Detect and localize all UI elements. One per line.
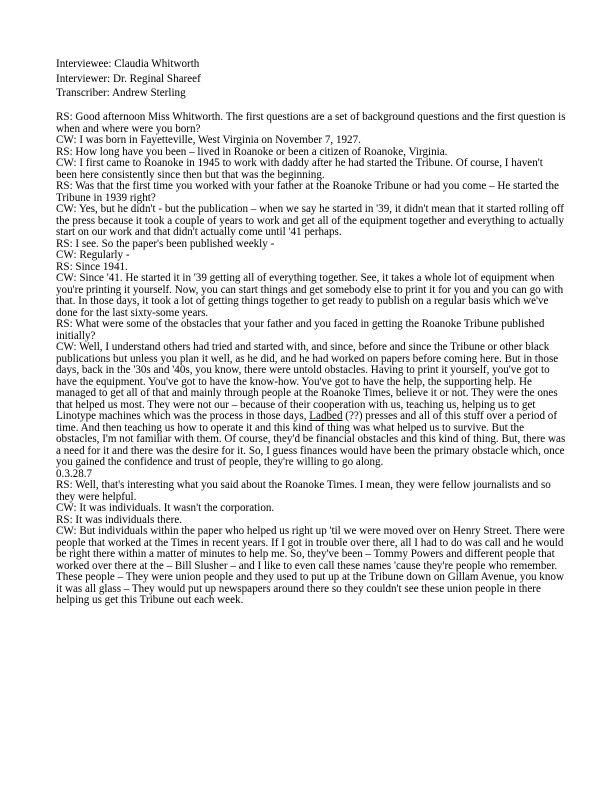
transcript-paragraph: RS: Well, that's interesting what you said about the Roanoke Times. I mean, they were fellow journalists and so they were helpful. <box>56 479 551 503</box>
transcript-paragraph-long <box>56 342 566 469</box>
transcript-paragraph: RS: I see. So the paper's been published weekly - <box>56 237 275 250</box>
transcriber-line: Transcriber: Andrew Sterling <box>56 87 186 99</box>
interviewee-line: Interviewee: Claudia Whitworth <box>56 58 200 70</box>
transcript-paragraph: CW: Since '41. He started it in '39 getting all of everything together. See, it takes a whole lot of equipment when you're printing it yourself. Now, you can start things and get somebody else to print it for you and you can go with that. In those days, it took a lot of getting things together to get ready to publish on a regular basis which we've done for the last sixty-some years. <box>56 272 564 319</box>
transcript-paragraph: CW: Yes, but he didn't - but the publication – when we say he started in '39, it didn't mean that it started rolling off the press because it took a couple of years to work and get all of the equipment together and everything to actually start on our work and that didn't actually come until '41 perhaps. <box>56 203 564 238</box>
paragraph-part: (??) presses and all of this stuff over a period of time. And then teaching us how to operate it and this kind of thing was what helped us to survive. But the obstacles, I'm not familiar with them. Of course, they'd be financial obstacles and this kind of thing. But, there was a need for it and there was the desire for it. So, I guess finances would have been the primary obstacle which, once you gained the confidence and trust of people, they're willing to go along. <box>56 410 566 468</box>
transcript-paragraph: CW: But individuals within the paper who helped us right up 'til we were moved over on Henry Street. There were people that worked at the Times in recent years. If I got in trouble over there, all I had to do was call and he would be right there within a matter of minutes to help me. So, they've been – Tommy Powers and different people that worked over there at the – Bill Slusher – and I like to even call these names 'cause they're people who remember. These people – They were union people and they used to put up at the Tribune down on Gillam Avenue, you know it was all glass – They would put up newspapers around there so they couldn't see these union people in there helping us get this Tribune out each week. <box>56 525 565 606</box>
transcript-paragraph: RS: How long have you been – lived in Roanoke or been a citizen of Roanoke, Virginia. <box>56 145 448 158</box>
transcript-paragraph: RS: Since 1941. <box>56 260 128 273</box>
underlined-term: Ladbed <box>309 410 343 422</box>
transcript-body <box>56 112 566 607</box>
transcript-paragraph: CW: I was born in Fayetteville, West Virginia on November 7, 1927. <box>56 134 361 146</box>
transcript-paragraph: CW: I first came to Roanoke in 1945 to work with daddy after he had started the Tribune. Of course, I haven't been here consistently since then but that was the beginning. <box>56 157 543 181</box>
transcript-paragraph: RS: It was individuals there. <box>56 513 183 526</box>
timestamp-line: 0.3.28.7 <box>56 467 93 480</box>
paragraph-part: CW: Well, I understand others had tried and started with, and since, before and since the Tribune or other black publications but unless you plan it well, as he did, and he had worked on papers before coming here. But in those days, back in the '30s and '40s, you know, there were untold obstacles. Having to print it yourself, you've got to have the equipment. You've got to have the know-how. You've got to have the help, the supporting help. He managed to get all of that and mainly through people at the Roanoke Times, believe it or not. They were the ones that helped us most. They were not our – because of their cooperation with us, teaching us, helping us to get Linotype machines which was the process in those days, <box>56 341 559 422</box>
transcript-paragraph: RS: What were some of the obstacles that your father and you faced in getting the Roanoke Tribune published initially? <box>56 318 545 342</box>
transcript-paragraph: CW: It was individuals. It wasn't the corporation. <box>56 502 275 514</box>
transcript-header <box>56 57 566 101</box>
transcript-paragraph: RS: Was that the first time you worked with your father at the Roanoke Tribune or had you come – He started the Tribune in 1939 right? <box>56 180 559 204</box>
transcript-paragraph: CW: Regularly - <box>56 249 130 261</box>
transcript-paragraph: RS: Good afternoon Miss Whitworth. The first questions are a set of background questions and the first question is when and where were you born? <box>56 111 566 135</box>
interviewer-line: Interviewer: Dr. Reginal Shareef <box>56 72 201 85</box>
